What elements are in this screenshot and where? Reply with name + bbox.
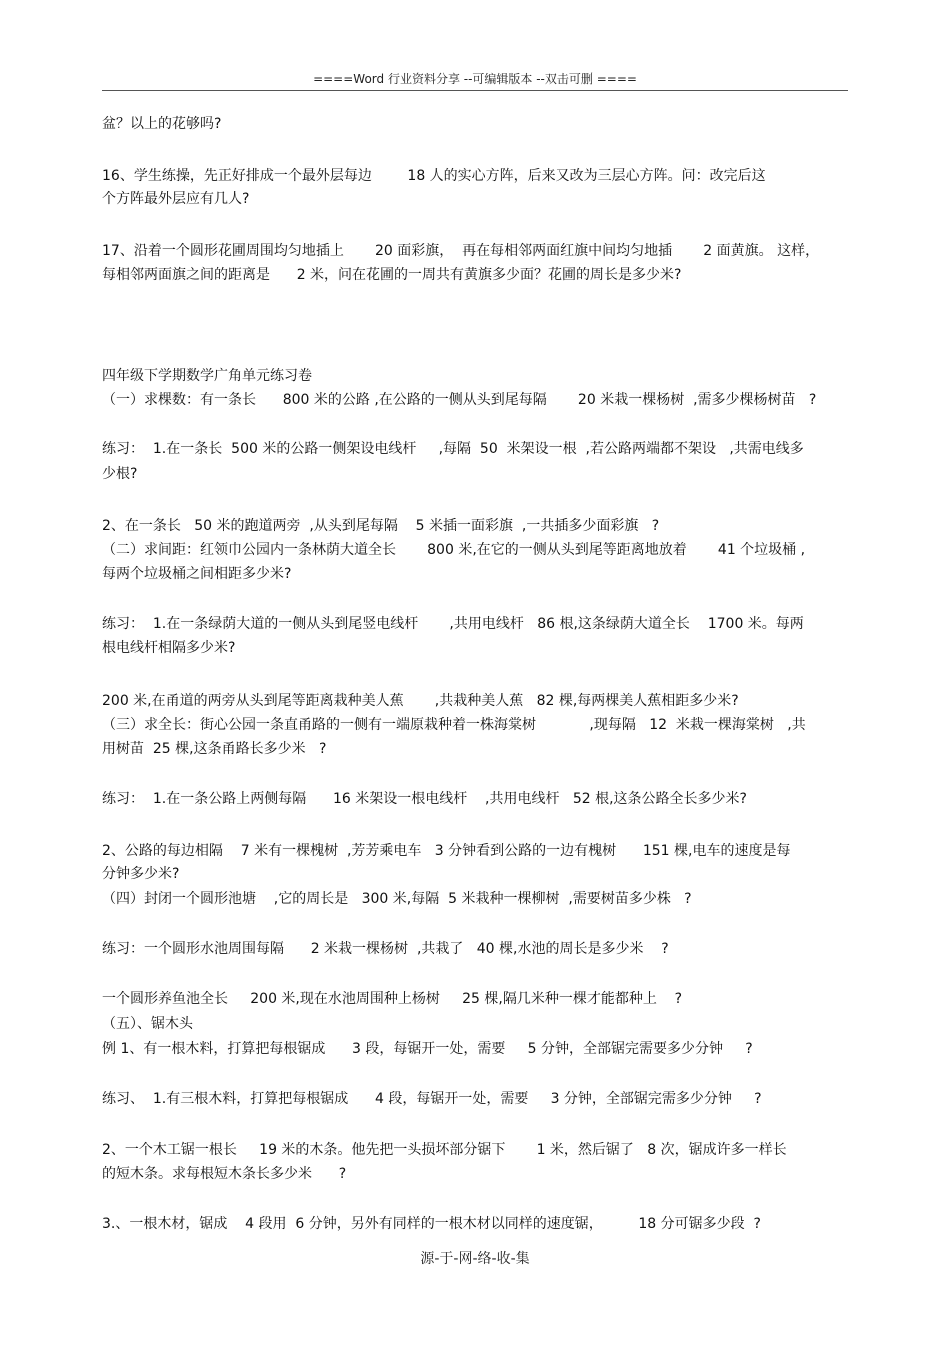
text-line: 例 1、有一根木料，打算把每根锯成 3 段，每锯开一处，需要 5 分钟，全部锯完需要多少分钟 ? [102,1041,753,1057]
text-line: 练习：一个圆形水池周围每隔 2 米栽一棵杨树 ,共栽了 40 棵,水池的周长是多少米 ? [102,941,669,957]
text-line: 3.、一根木材，锯成 4 段用 6 分钟，另外有同样的一根木材以同样的速度锯， 18 分可锯多少段 ? [102,1216,761,1232]
text-line: 的短木条。求每根短木条长多少米 ? [102,1166,347,1182]
page-header: ====Word 行业资料分享 --可编辑版本 --双击可删 ==== [313,72,637,86]
text-line: 200 米,在甬道的两旁从头到尾等距离栽种美人蕉 ,共栽种美人蕉 82 棵,每两棵美人蕉相距多少米? [102,693,739,709]
text-line: 练习： 1.在一条绿荫大道的一侧从头到尾竖电线杆 ,共用电线杆 86 根,这条绿荫大道全长 1700 米。每两 [102,616,804,632]
text-line: 2、一个木工锯一根长 19 米的木条。他先把一头损坏部分锯下 1 米，然后锯了 8 次，锯成许多一样长 [102,1142,787,1158]
text-line: 根电线杆相隔多少米? [102,640,236,656]
text-line: （三）求全长：街心公园一条直甬路的一侧有一端原栽种着一株海棠树 ,现每隔 12 米栽一棵海棠树 ,共 [102,717,806,733]
text-line: 一个圆形养鱼池全长 200 米,现在水池周围种上杨树 25 棵,隔几米种一棵才能都种上 ? [102,991,683,1007]
text-line: 每相邻两面旗之间的距离是 2 米，问在花圃的一周共有黄旗多少面？花圃的周长是多少米? [102,267,682,283]
text-line: 16、学生练操，先正好排成一个最外层每边 18 人的实心方阵，后来又改为三层心方阵。问：改完后这 [102,168,766,184]
text-line: （二）求间距：红领巾公园内一条林荫大道全长 800 米,在它的一侧从头到尾等距离地放着 41 个垃圾桶 , [102,542,806,558]
section-title: 四年级下学期数学广角单元练习卷 [102,368,312,384]
page-footer: 源-于-网-络-收-集 [420,1251,530,1267]
text-line: 练习、 1.有三根木料，打算把每根锯成 4 段，每锯开一处，需要 3 分钟，全部锯完需多少分钟 ? [102,1091,762,1107]
text-line: 盆？以上的花够吗? [102,116,222,132]
text-line: 个方阵最外层应有几人? [102,191,250,207]
text-line: 少根? [102,466,138,482]
text-line: （四）封闭一个圆形池塘 ,它的周长是 300 米,每隔 5 米栽种一棵柳树 ,需要树苗多少株 ? [102,891,692,907]
text-line: 2、在一条长 50 米的跑道两旁 ,从头到尾每隔 5 米插一面彩旗 ,一共插多少面彩旗 ? [102,518,660,534]
text-line: （五）、锯木头 [102,1016,193,1032]
text-line: 2、公路的每边相隔 7 米有一棵槐树 ,芳芳乘电车 3 分钟看到公路的一边有槐树 151 棵,电车的速度是每 [102,843,791,859]
text-line: 练习： 1.在一条长 500 米的公路一侧架设电线杆 ,每隔 50 米架设一根 ,若公路两端都不架设 ,共需电线多 [102,441,804,457]
text-line: 每两个垃圾桶之间相距多少米? [102,566,292,582]
text-line: 用树苗 25 棵,这条甬路长多少米 ? [102,741,327,757]
header-divider [102,90,848,91]
text-line: 17、沿着一个圆形花圃周围均匀地插上 20 面彩旗， 再在每相邻两面红旗中间均匀地插 2 面黄旗。 这样， [102,243,820,259]
text-line: 练习： 1.在一条公路上两侧每隔 16 米架设一根电线杆 ,共用电线杆 52 根,这条公路全长多少米? [102,791,747,807]
text-line: （一）求棵数：有一条长 800 米的公路 ,在公路的一侧从头到尾每隔 20 米栽一棵杨树 ,需多少棵杨树苗 ? [102,392,817,408]
text-line: 分钟多少米? [102,866,180,882]
